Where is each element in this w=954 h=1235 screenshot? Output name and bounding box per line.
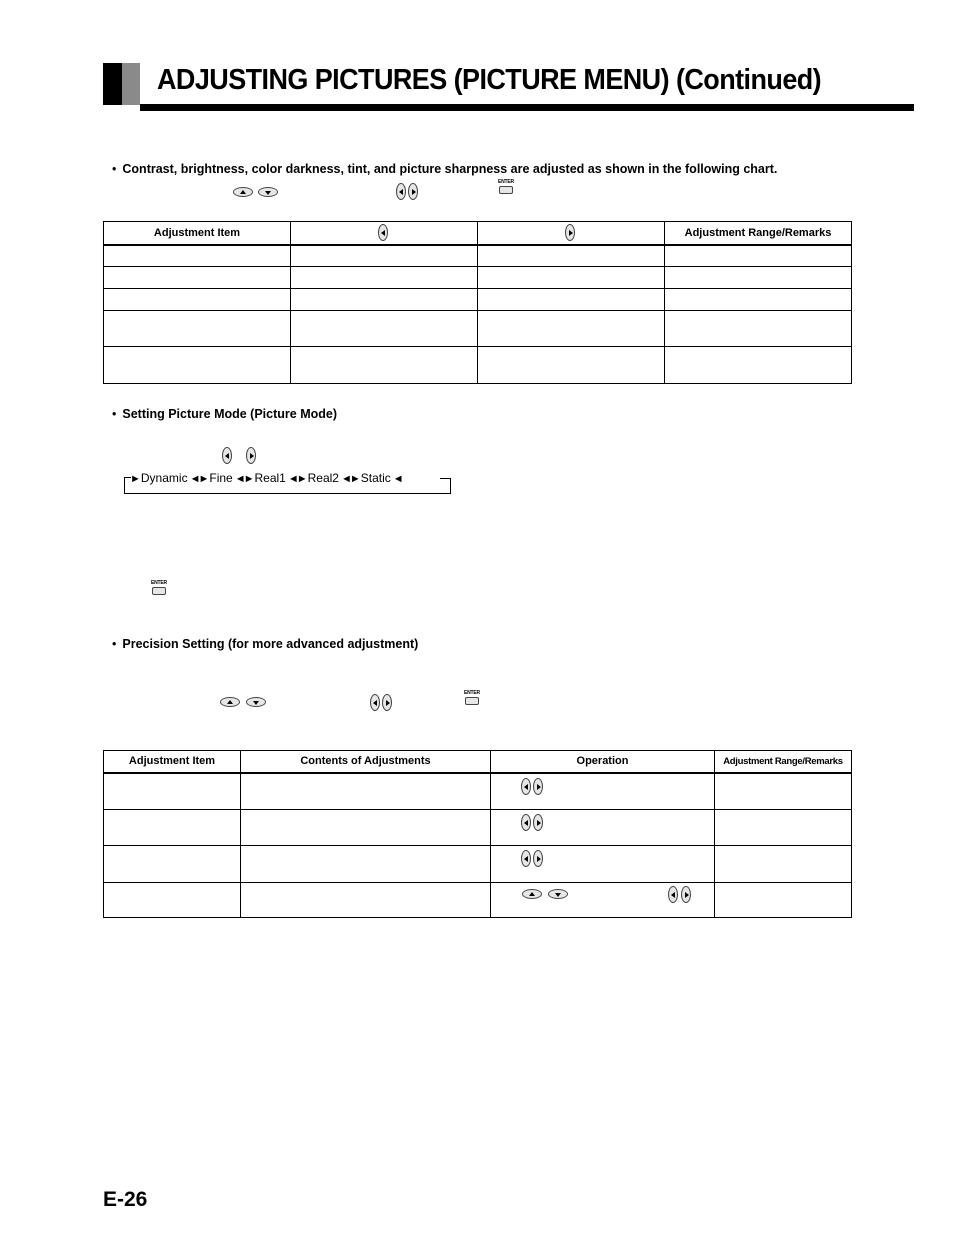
table2-header-item: Adjustment Item — [104, 751, 241, 773]
left-arrow-key-icon — [521, 814, 531, 831]
table-row — [104, 883, 852, 918]
precision-table — [103, 750, 852, 918]
right-arrow-key-icon — [533, 850, 543, 867]
left-arrow-key-icon — [396, 183, 406, 200]
section2-title: Setting Picture Mode (Picture Mode) — [122, 407, 337, 421]
table-row — [104, 773, 852, 810]
down-arrow-key-icon — [258, 187, 278, 197]
table2-header-range: Adjustment Range/Remarks — [715, 751, 852, 773]
picture-mode-cycle: ► Dynamic ◄► Fine ◄► Real1 ◄► Real2 ◄► Static ◄ — [130, 471, 402, 485]
table-row — [104, 289, 852, 311]
page-number: E-26 — [103, 1188, 148, 1211]
enter-key-icon: ENTER — [498, 181, 514, 196]
table-row — [104, 846, 852, 883]
left-arrow-key-icon — [668, 886, 678, 903]
header-bar-gray — [122, 63, 140, 105]
table2-header-contents: Contents of Adjustments — [241, 751, 491, 773]
up-arrow-key-icon — [233, 187, 253, 197]
table-row — [104, 311, 852, 347]
right-arrow-key-icon — [681, 886, 691, 903]
left-arrow-key-icon — [521, 778, 531, 795]
table1-header-left — [291, 222, 478, 245]
right-arrow-key-icon — [565, 224, 575, 241]
enter-key-icon: ENTER — [151, 582, 167, 597]
left-arrow-key-icon — [222, 447, 232, 464]
bullet: • — [112, 407, 117, 421]
bullet: • — [112, 637, 117, 651]
left-arrow-key-icon — [521, 850, 531, 867]
mode-static: Static — [360, 471, 391, 485]
mode-real1: Real1 — [254, 471, 286, 485]
cycle-loop-left — [124, 477, 125, 494]
down-arrow-key-icon — [548, 889, 568, 899]
table-row — [104, 347, 852, 384]
right-arrow-key-icon — [533, 778, 543, 795]
bullet: • — [112, 162, 117, 176]
section3-title: Precision Setting (for more advanced adjustment) — [122, 637, 419, 651]
enter-key-icon: ENTER — [464, 692, 480, 707]
header-rule — [140, 104, 914, 111]
section2-heading — [112, 407, 337, 421]
cycle-loop-exit — [440, 478, 451, 479]
table-row — [104, 267, 852, 289]
mode-dynamic: Dynamic — [140, 471, 188, 485]
right-arrow-key-icon — [533, 814, 543, 831]
page-title: ADJUSTING PICTURES (PICTURE MENU) (Continued) — [157, 64, 822, 96]
section1-bullet-text — [112, 162, 777, 176]
adjustment-table — [103, 221, 852, 384]
right-arrow-key-icon — [382, 694, 392, 711]
table2-header-operation: Operation — [491, 751, 715, 773]
left-arrow-key-icon — [370, 694, 380, 711]
section3-heading — [112, 637, 418, 651]
mode-real2: Real2 — [307, 471, 339, 485]
table1-header-right — [478, 222, 665, 245]
up-arrow-key-icon — [522, 889, 542, 899]
right-arrow-key-icon — [408, 183, 418, 200]
header-bar-black — [103, 63, 122, 105]
table1-header-item: Adjustment Item — [104, 222, 291, 245]
cycle-loop-right — [450, 478, 451, 494]
up-arrow-key-icon — [220, 697, 240, 707]
mode-fine: Fine — [209, 471, 233, 485]
left-arrow-key-icon — [378, 224, 388, 241]
table-row — [104, 810, 852, 846]
section1-text: Contrast, brightness, color darkness, tint, and picture sharpness are adjusted as shown in the following chart. — [122, 162, 778, 176]
down-arrow-key-icon — [246, 697, 266, 707]
table1-header-range: Adjustment Range/Remarks — [665, 222, 852, 245]
right-arrow-key-icon — [246, 447, 256, 464]
cycle-loop-bottom — [124, 493, 451, 494]
table-row — [104, 245, 852, 267]
